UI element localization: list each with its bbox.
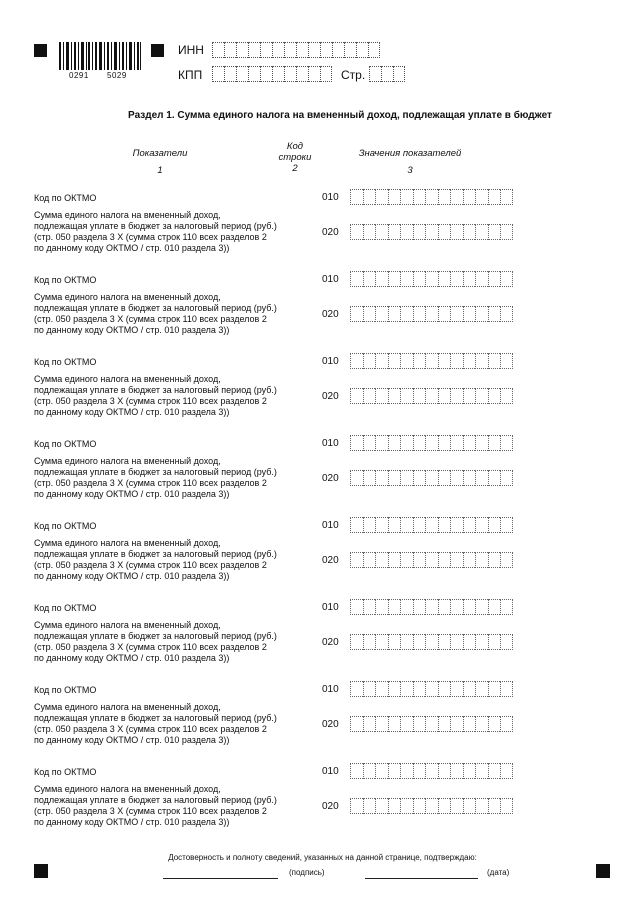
tax-sum-value-cells[interactable] (350, 306, 513, 322)
corner-marker-top-left (34, 44, 47, 57)
tax-sum-label (34, 702, 324, 746)
oktmo-label: Код по ОКТМО (34, 521, 97, 531)
tax-sum-label-line-1: Сумма единого налога на вмененный доход, (34, 620, 221, 630)
tax-sum-value-cells[interactable] (350, 798, 513, 814)
barcode-number-left: 0291 (69, 71, 89, 80)
oktmo-value-cells[interactable] (350, 435, 513, 451)
oktmo-line-code: 010 (322, 684, 339, 695)
tax-sum-label-line-3: (стр. 050 раздела 3 Х (сумма строк 110 всех разделов 2 (34, 724, 267, 734)
oktmo-label: Код по ОКТМО (34, 685, 97, 695)
tax-sum-line-code: 020 (322, 555, 339, 566)
signature-line[interactable] (163, 878, 278, 879)
oktmo-line-code: 010 (322, 520, 339, 531)
oktmo-value-cells[interactable] (350, 189, 513, 205)
inn-cells[interactable] (212, 42, 380, 58)
tax-sum-label-line-3: (стр. 050 раздела 3 Х (сумма строк 110 всех разделов 2 (34, 642, 267, 652)
oktmo-label: Код по ОКТМО (34, 767, 97, 777)
tax-sum-label-line-1: Сумма единого налога на вмененный доход, (34, 374, 221, 384)
section-title: Раздел 1. Сумма единого налога на вмененный доход, подлежащая уплате в бюджет (128, 110, 552, 121)
tax-sum-label-line-4: по данному коду ОКТМО / стр. 010 раздела 3)) (34, 735, 230, 745)
kpp-cells[interactable] (212, 66, 332, 82)
tax-sum-label-line-2: подлежащая уплате в бюджет за налоговый период (руб.) (34, 221, 277, 231)
tax-sum-label-line-4: по данному коду ОКТМО / стр. 010 раздела 3)) (34, 571, 230, 581)
tax-sum-line-code: 020 (322, 719, 339, 730)
tax-sum-label-line-2: подлежащая уплате в бюджет за налоговый период (руб.) (34, 713, 277, 723)
page-cells[interactable] (369, 66, 405, 82)
tax-sum-label-line-2: подлежащая уплате в бюджет за налоговый период (руб.) (34, 795, 277, 805)
oktmo-value-cells[interactable] (350, 599, 513, 615)
tax-sum-label-line-3: (стр. 050 раздела 3 Х (сумма строк 110 всех разделов 2 (34, 396, 267, 406)
oktmo-line-code: 010 (322, 766, 339, 777)
tax-sum-label-line-1: Сумма единого налога на вмененный доход, (34, 784, 221, 794)
oktmo-line-code: 010 (322, 438, 339, 449)
confirm-text: Достоверность и полноту сведений, указанных на данной странице, подтверждаю: (168, 853, 477, 862)
oktmo-value-cells[interactable] (350, 353, 513, 369)
tax-sum-label (34, 292, 324, 336)
column-code-number: 2 (292, 163, 298, 174)
tax-sum-label-line-1: Сумма единого налога на вмененный доход, (34, 702, 221, 712)
tax-sum-line-code: 020 (322, 473, 339, 484)
corner-marker-bottom-right (596, 864, 610, 878)
barcode (59, 42, 141, 78)
tax-sum-label-line-2: подлежащая уплате в бюджет за налоговый период (руб.) (34, 303, 277, 313)
tax-sum-label (34, 210, 324, 254)
tax-sum-label-line-4: по данному коду ОКТМО / стр. 010 раздела 3)) (34, 243, 230, 253)
oktmo-line-code: 010 (322, 356, 339, 367)
corner-marker-bottom-left (34, 864, 48, 878)
oktmo-value-cells[interactable] (350, 517, 513, 533)
column-indicators-number: 1 (157, 165, 163, 176)
tax-sum-line-code: 020 (322, 309, 339, 320)
date-caption: (дата) (487, 868, 510, 877)
tax-sum-line-code: 020 (322, 227, 339, 238)
tax-sum-label-line-4: по данному коду ОКТМО / стр. 010 раздела 3)) (34, 653, 230, 663)
tax-sum-label-line-1: Сумма единого налога на вмененный доход, (34, 292, 221, 302)
tax-sum-value-cells[interactable] (350, 470, 513, 486)
tax-sum-label-line-2: подлежащая уплате в бюджет за налоговый период (руб.) (34, 631, 277, 641)
oktmo-value-cells[interactable] (350, 763, 513, 779)
oktmo-value-cells[interactable] (350, 681, 513, 697)
barcode-number-right: 5029 (107, 71, 127, 80)
tax-sum-label (34, 456, 324, 500)
tax-sum-line-code: 020 (322, 801, 339, 812)
tax-sum-line-code: 020 (322, 637, 339, 648)
tax-sum-label (34, 620, 324, 664)
tax-sum-label-line-4: по данному коду ОКТМО / стр. 010 раздела 3)) (34, 489, 230, 499)
barcode-bars (59, 42, 141, 70)
oktmo-label: Код по ОКТМО (34, 603, 97, 613)
oktmo-line-code: 010 (322, 602, 339, 613)
date-line[interactable] (365, 878, 478, 879)
tax-sum-label (34, 374, 324, 418)
oktmo-label: Код по ОКТМО (34, 357, 97, 367)
tax-sum-line-code: 020 (322, 391, 339, 402)
column-header-values (345, 148, 475, 176)
column-code-line1: Код (286, 141, 304, 152)
oktmo-value-cells[interactable] (350, 271, 513, 287)
oktmo-line-code: 010 (322, 192, 339, 203)
tax-sum-label-line-4: по данному коду ОКТМО / стр. 010 раздела 3)) (34, 407, 230, 417)
kpp-label: КПП (178, 68, 203, 82)
tax-sum-value-cells[interactable] (350, 388, 513, 404)
page-label: Стр. (341, 68, 366, 82)
tax-sum-label-line-3: (стр. 050 раздела 3 Х (сумма строк 110 всех разделов 2 (34, 560, 267, 570)
tax-sum-label-line-1: Сумма единого налога на вмененный доход, (34, 538, 221, 548)
tax-sum-value-cells[interactable] (350, 634, 513, 650)
column-values-title: Значения показателей (358, 148, 462, 159)
tax-sum-label-line-2: подлежащая уплате в бюджет за налоговый период (руб.) (34, 549, 277, 559)
column-header-code (270, 141, 320, 174)
tax-sum-label-line-3: (стр. 050 раздела 3 Х (сумма строк 110 всех разделов 2 (34, 314, 267, 324)
tax-sum-label-line-3: (стр. 050 раздела 3 Х (сумма строк 110 всех разделов 2 (34, 478, 267, 488)
oktmo-label: Код по ОКТМО (34, 439, 97, 449)
oktmo-label: Код по ОКТМО (34, 275, 97, 285)
oktmo-line-code: 010 (322, 274, 339, 285)
column-indicators-title: Показатели (132, 148, 188, 159)
tax-sum-value-cells[interactable] (350, 552, 513, 568)
tax-sum-label-line-4: по данному коду ОКТМО / стр. 010 раздела 3)) (34, 817, 230, 827)
tax-sum-label-line-4: по данному коду ОКТМО / стр. 010 раздела 3)) (34, 325, 230, 335)
tax-sum-label-line-2: подлежащая уплате в бюджет за налоговый период (руб.) (34, 467, 277, 477)
tax-sum-label-line-3: (стр. 050 раздела 3 Х (сумма строк 110 всех разделов 2 (34, 232, 267, 242)
tax-sum-label (34, 538, 324, 582)
column-values-number: 3 (407, 165, 413, 176)
oktmo-label: Код по ОКТМО (34, 193, 97, 203)
tax-sum-value-cells[interactable] (350, 224, 513, 240)
tax-sum-label (34, 784, 324, 828)
tax-sum-label-line-2: подлежащая уплате в бюджет за налоговый период (руб.) (34, 385, 277, 395)
column-code-line2: строки (278, 152, 312, 163)
tax-sum-value-cells[interactable] (350, 716, 513, 732)
inn-label: ИНН (178, 43, 204, 57)
tax-sum-label-line-1: Сумма единого налога на вмененный доход, (34, 456, 221, 466)
signature-caption: (подпись) (289, 868, 325, 877)
tax-sum-label-line-3: (стр. 050 раздела 3 Х (сумма строк 110 всех разделов 2 (34, 806, 267, 816)
corner-marker-top-right (151, 44, 164, 57)
tax-sum-label-line-1: Сумма единого налога на вмененный доход, (34, 210, 221, 220)
column-header-indicators (120, 148, 200, 176)
